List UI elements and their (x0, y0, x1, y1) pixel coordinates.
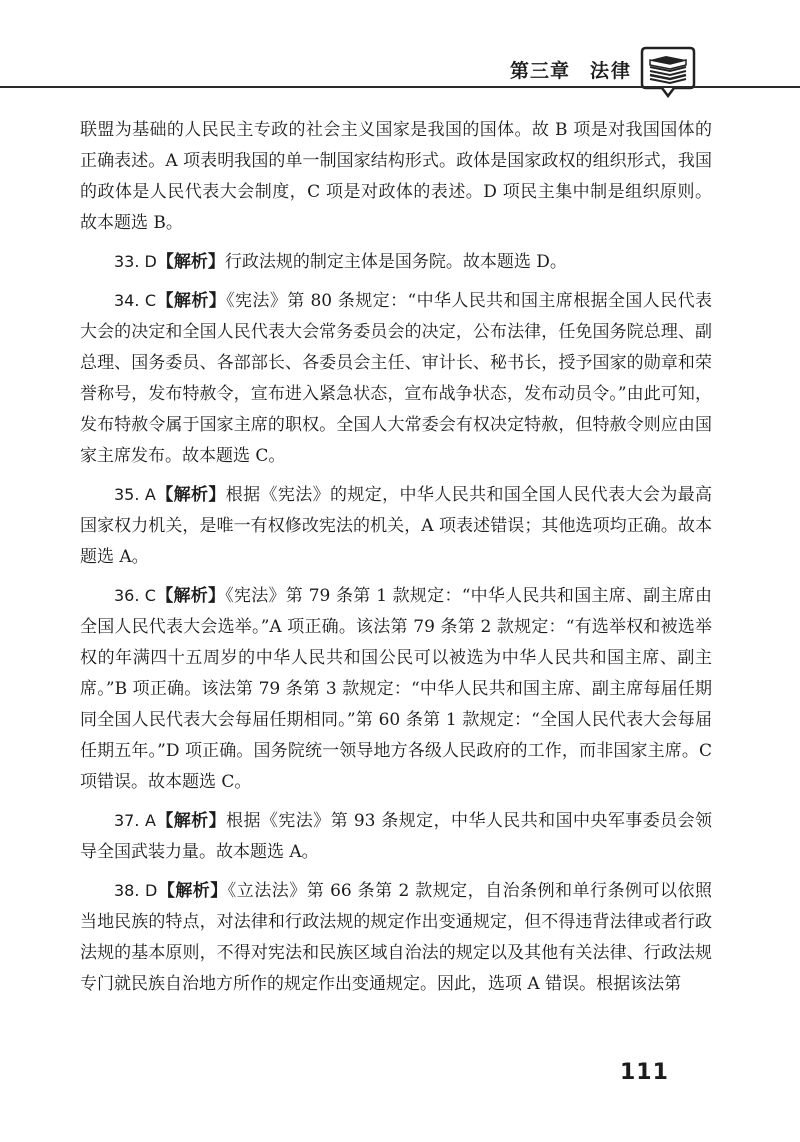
paragraph-text: 联盟为基础的人民民主专政的社会主义国家是我国的国体。故 B 项是对我国国体的正确表述。A 项表明我国的单一制国家结构形式。政体是国家政权的组织形式，我国的政体是人民代表大会制度，C 项是对政体的表述。D 项民主集中制是组织原则。故本题选 B。 (80, 120, 712, 233)
question-number: 38. D (114, 881, 158, 900)
header-rule (0, 86, 800, 88)
question-number: 35. A (114, 485, 156, 504)
page-header (0, 0, 800, 100)
paragraph-text: 《宪法》第 79 条第 1 款规定：“中华人民共和国主席、副主席由全国人民代表大会选举。”A 项正确。该法第 79 条第 2 款规定：“有选举权和被选举权的年满四十五周岁的中华人民共和国公民可以被选为中华人民共和国主席、副主席。”B 项正确。该法第 79 条第 3 款规定：“中华人民共和国主席、副主席每届任期同全国人民代表大会每届任期相同。”第 60 条第 1 款规定：“全国人民代表大会每届任期五年。”D 项正确。国务院统一领导地方各级人民政府的工作，而非国家主席。C 项错误。故本题选 C。 (80, 586, 713, 792)
paragraph-text: 根据《宪法》第 93 条规定，中华人民共和国中央军事委员会领导全国武装力量。故本题选 A。 (80, 811, 712, 862)
answer-37 (80, 805, 712, 868)
question-number: 34. C (114, 291, 157, 310)
answer-38 (80, 875, 712, 1000)
page-content (80, 115, 712, 1007)
chapter-label: 第三章 (510, 60, 571, 82)
question-number: 37. A (114, 811, 156, 830)
answer-33 (80, 246, 712, 278)
chapter-title: 法律 (590, 60, 633, 82)
paragraph-text: 《立法法》第 66 条第 2 款规定，自治条例和单行条例可以依照当地民族的特点，对法律和行政法规的规定作出变通规定，但不得违背法律或者行政法规的基本原则，不得对宪法和民族区域自治法的规定以及其他有关法律、行政法规专门就民族自治地方所作的规定作出变通规定。因此，选项 A 错误。根据该法第 (80, 881, 713, 994)
books-icon (640, 44, 696, 98)
answer-35 (80, 479, 712, 573)
analysis-tag: 【解析】 (156, 252, 225, 272)
paragraph-continuation (80, 115, 712, 239)
analysis-tag: 【解析】 (155, 485, 226, 505)
question-number: 36. C (114, 586, 156, 605)
page-number: 111 (620, 1060, 669, 1085)
answer-36 (80, 580, 712, 798)
analysis-tag: 【解析】 (155, 811, 227, 831)
paragraph-text: 行政法规的制定主体是国务院。故本题选 D。 (224, 252, 567, 272)
paragraph-text: 《宪法》第 80 条规定：“中华人民共和国主席根据全国人民代表大会的决定和全国人民代表大会常务委员会的决定，公布法律，任免国务院总理、副总理、国务委员、各部部长、各委员会主任、审计长、秘书长，授予国家的勋章和荣誉称号，发布特赦令，宣布进入紧急状态，宣布战争状态，发布动员令。”由此可知，发布特赦令属于国家主席的职权。全国人大常委会有权决定特赦，但特赦令则应由国家主席发布。故本题选 C。 (80, 291, 713, 466)
analysis-tag: 【解析】 (155, 586, 226, 606)
analysis-tag: 【解析】 (156, 291, 227, 311)
paragraph-text: 根据《宪法》的规定，中华人民共和国全国人民代表大会为最高国家权力机关，是唯一有权修改宪法的机关，A 项表述错误；其他选项均正确。故本题选 A。 (80, 485, 713, 567)
question-number: 33. D (114, 252, 157, 271)
answer-34 (80, 285, 712, 472)
analysis-tag: 【解析】 (157, 881, 228, 901)
